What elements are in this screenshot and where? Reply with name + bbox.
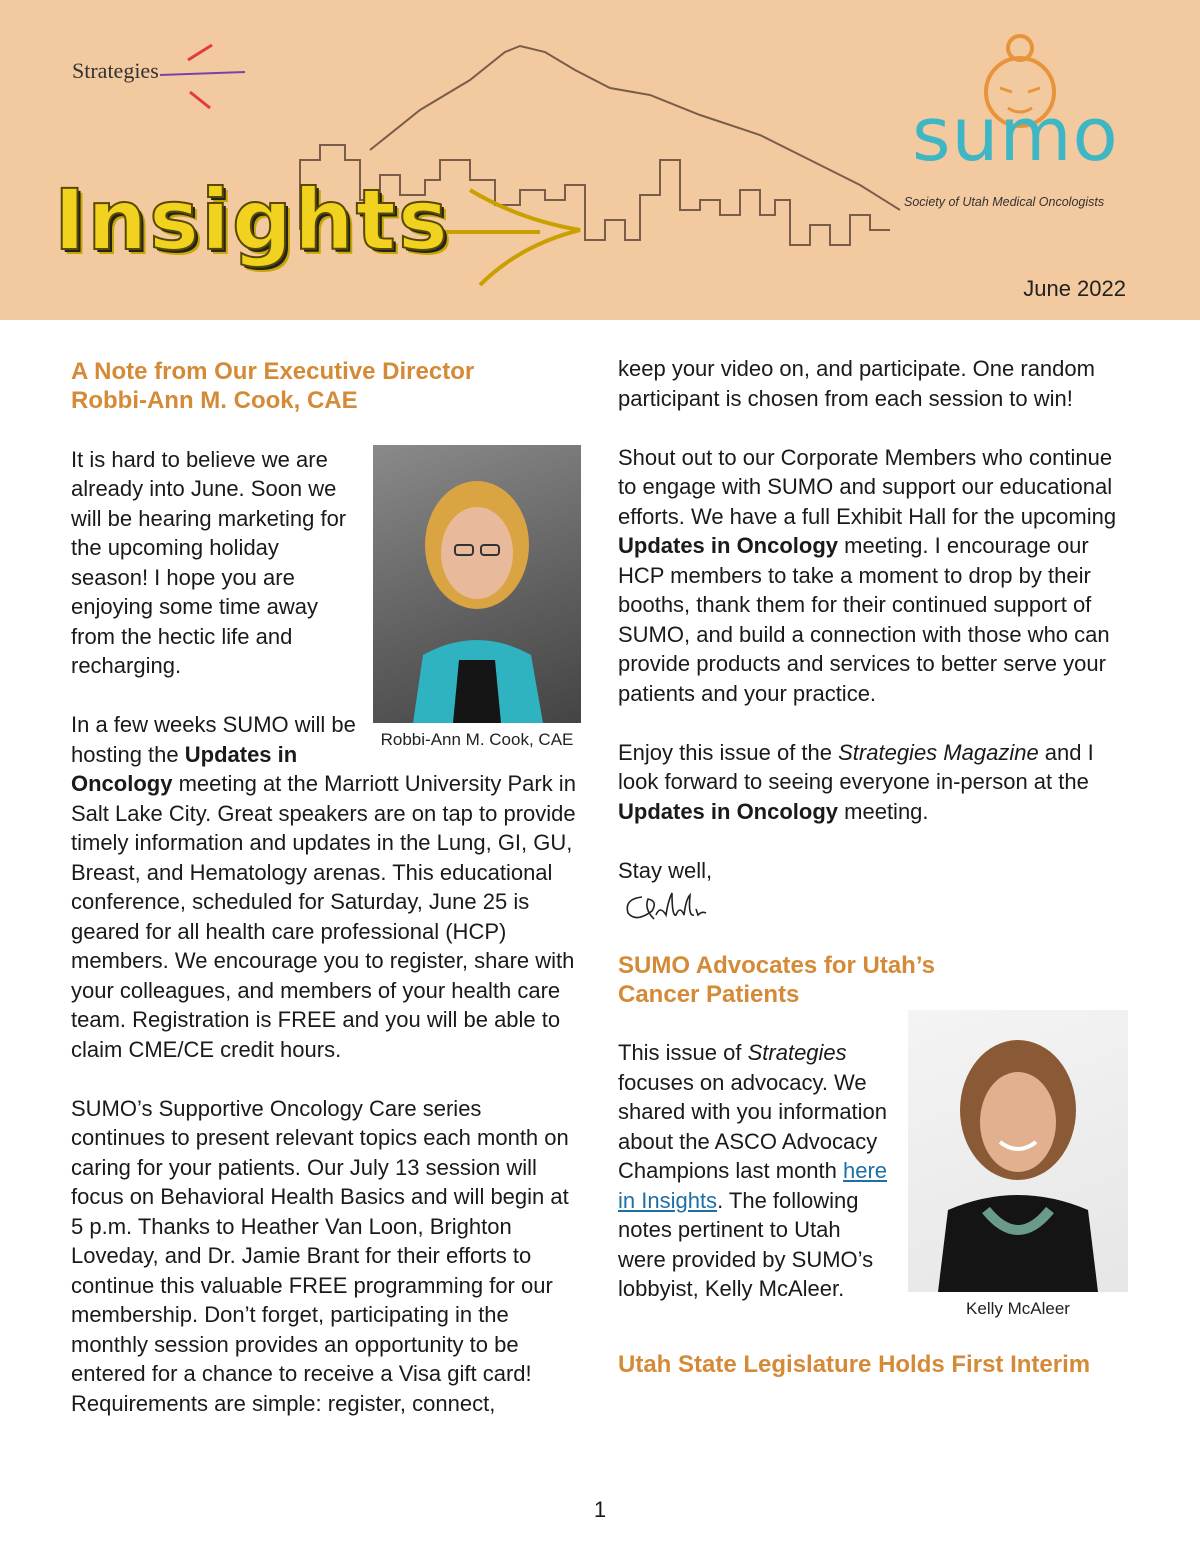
paragraph: Enjoy this issue of the Strategies Magazine and I look forward to seeing everyone in-person at the Updates in Oncology meeting. [618, 739, 1094, 824]
newsletter-header [0, 0, 1200, 320]
paragraph: Shout out to our Corporate Members who continue to engage with SUMO and support our educational efforts. We have a full Exhibit Hall for the upcoming Updates in Oncology meeting. I encourage our HCP members to take a moment to drop by their booths, thank them for their continued support of SUMO, and build a connection with those who can provide products and services to better serve your patients and your practice. [618, 444, 1117, 706]
heading-line: Cancer Patients [618, 980, 800, 1008]
bold-meeting-name: Updates in Oncology [71, 741, 298, 796]
paragraph: This issue of Strategies focuses on advocacy. We shared with you information about the ASCO Advocacy Champions last month here in Insights. The following notes pertinent to Utah were provided by SUMO’s lobbyist, Kelly McAleer. [618, 1040, 888, 1301]
paragraph: keep your video on, and participate. One random participant is chosen from each session to win! [618, 356, 1095, 411]
heading-line: A Note from Our Executive Director [71, 358, 475, 385]
page-number: 1 [593, 1497, 607, 1522]
section-heading: Utah State Legislature Holds First Interim [618, 1351, 1091, 1378]
section-heading [71, 357, 581, 415]
photo-caption: Robbi-Ann M. Cook, CAE [380, 729, 574, 749]
heading-line: Robbi-Ann M. Cook, CAE [71, 387, 358, 414]
closing: Stay well, [618, 857, 713, 883]
photo-caption: Kelly McAleer [966, 1299, 1070, 1318]
left-column [71, 357, 581, 1418]
insights-title: Insights [54, 171, 450, 269]
bold-meeting-name: Updates in Oncology [618, 533, 839, 558]
director-photo [373, 445, 581, 723]
section-heading [618, 951, 1128, 1009]
signature-image [622, 887, 712, 927]
strategies-logo: Strategies [72, 58, 159, 83]
italic-magazine-name: Strategies [747, 1040, 847, 1065]
right-column [618, 354, 1128, 1379]
bold-meeting-name: Updates in Oncology [618, 798, 839, 824]
italic-magazine-name: Strategies Magazine [838, 739, 1039, 765]
insights-link[interactable]: here in Insights [618, 1158, 888, 1213]
paragraph: In a few weeks SUMO will be hosting the Updates in Oncology meeting at the Marriott University Park in Salt Lake City. Great speakers are on tap to provide timely information and updates in the Lung, GI, GU, Breast, and Hematology arenas. This educational conference, scheduled for Saturday, June 25 is geared for all health care professional (HCP) members. We encourage you to register, share with your colleagues, and members of your health care team. Registration is FREE and you will be able to claim CME/CE credit hours. [71, 712, 576, 1062]
signature [622, 887, 1128, 935]
sumo-tagline: Society of Utah Medical Oncologists [904, 195, 1105, 209]
lobbyist-photo-figure [908, 1010, 1128, 1320]
sumo-logo: sumo [912, 92, 1119, 178]
lobbyist-photo [908, 1010, 1128, 1292]
issue-date: June 2022 [1023, 276, 1126, 301]
paragraph: It is hard to believe we are already into June. Soon we will be hearing marketing for the upcoming holiday season! I hope you are enjoying some time away from the hectic life and recharging. [71, 446, 347, 678]
paragraph: SUMO’s Supportive Oncology Care series continues to present relevant topics each month on caring for your patients. Our July 13 session will focus on Behavioral Health Basics and will begin at 5 p.m. Thanks to Heather Van Loon, Brighton Loveday, and Dr. Jamie Brant for their efforts to continue this valuable FREE programming for our membership. Don’t forget, participating in the monthly session provides an opportunity to be entered for a chance to receive a Visa gift card! Requirements are simple: register, connect, [71, 1095, 569, 1416]
director-photo-figure [373, 445, 581, 751]
heading-line: SUMO Advocates for Utah’s [618, 951, 935, 979]
